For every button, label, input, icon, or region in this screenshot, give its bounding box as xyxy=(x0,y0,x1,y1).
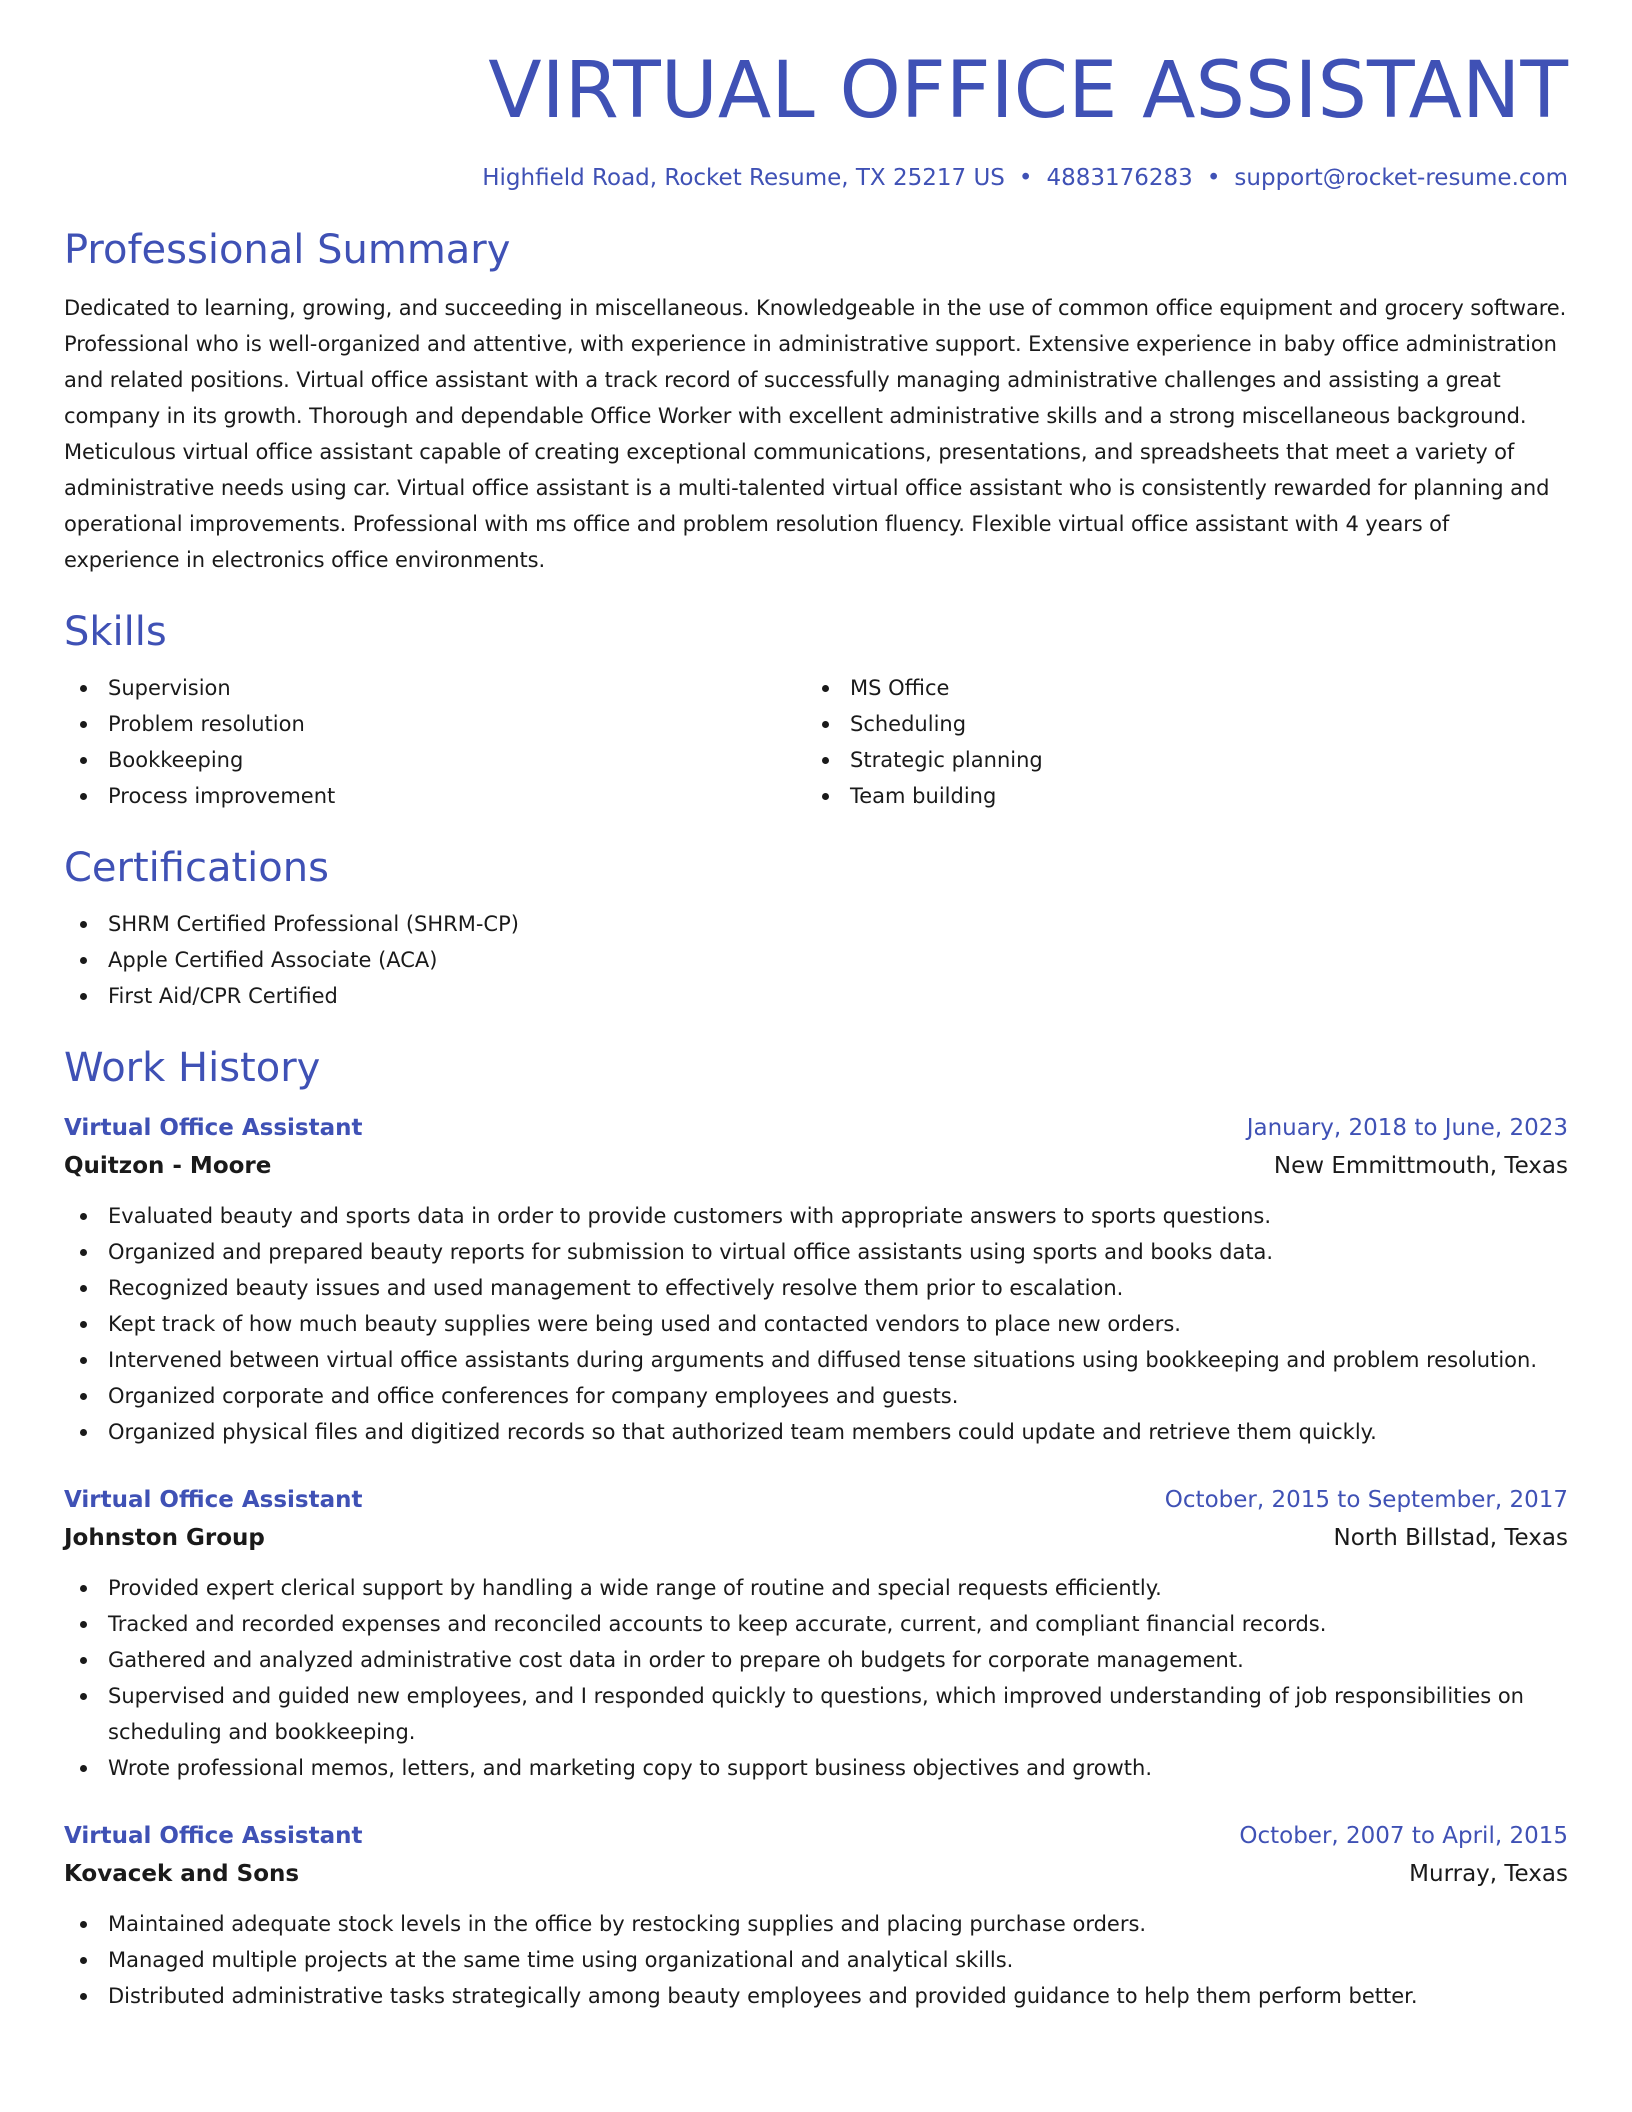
contact-address: Highfield Road, Rocket Resume, TX 25217 US xyxy=(482,165,1005,191)
work-history-heading: Work History xyxy=(64,1045,321,1091)
skills-list-left xyxy=(64,670,806,814)
job-duties-list xyxy=(64,1198,1568,1450)
skill-item: Scheduling xyxy=(806,706,1548,742)
job-duty: Organized and prepared beauty reports for submission to virtual office assistants using sports and books data. xyxy=(64,1234,1568,1270)
job-company: Kovacek and Sons xyxy=(64,1861,300,1887)
job-duty: Evaluated beauty and sports data in order to provide customers with appropriate answers to sports questions. xyxy=(64,1198,1568,1234)
job-duty: Managed multiple projects at the same time using organizational and analytical skills. xyxy=(64,1942,1568,1978)
skill-item: Bookkeeping xyxy=(64,742,806,778)
job-location: New Emmittmouth, Texas xyxy=(1273,1153,1568,1179)
certifications-heading: Certifications xyxy=(64,845,329,891)
job-entry xyxy=(64,1820,1568,2014)
job-duty: Organized corporate and office conferences for company employees and guests. xyxy=(64,1378,1568,1414)
job-duties-list xyxy=(64,1570,1568,1786)
job-company: Johnston Group xyxy=(64,1525,265,1551)
job-duties-list xyxy=(64,1906,1568,2014)
job-company-row xyxy=(64,1852,1568,1892)
job-duty: Tracked and recorded expenses and reconciled accounts to keep accurate, current, and compliant financial records. xyxy=(64,1606,1568,1642)
job-title-row xyxy=(64,1484,1568,1516)
job-title: Virtual Office Assistant xyxy=(64,1115,363,1141)
skill-item: Problem resolution xyxy=(64,706,806,742)
job-location: Murray, Texas xyxy=(1409,1861,1568,1887)
job-duty: Intervened between virtual office assistants during arguments and diffused tense situations using bookkeeping and problem resolution. xyxy=(64,1342,1568,1378)
job-entry xyxy=(64,1112,1568,1450)
job-dates: January, 2018 to June, 2023 xyxy=(1246,1115,1568,1141)
job-duty: Maintained adequate stock levels in the office by restocking supplies and placing purchase orders. xyxy=(64,1906,1568,1942)
certifications-list xyxy=(64,906,1568,1014)
contact-separator: • xyxy=(1018,165,1033,191)
job-duty: Distributed administrative tasks strategically among beauty employees and provided guidance to help them perform better. xyxy=(64,1978,1568,2014)
job-title: Virtual Office Assistant xyxy=(64,1487,363,1513)
job-company-row xyxy=(64,1516,1568,1556)
skill-item: Supervision xyxy=(64,670,806,706)
job-title-row xyxy=(64,1820,1568,1852)
contact-line xyxy=(64,164,1568,192)
job-company: Quitzon - Moore xyxy=(64,1153,272,1179)
job-duty: Organized physical files and digitized records so that authorized team members could update and retrieve them quickly. xyxy=(64,1414,1568,1450)
certification-item: First Aid/CPR Certified xyxy=(64,978,1568,1014)
summary-text: Dedicated to learning, growing, and succeeding in miscellaneous. Knowledgeable in the use of common office equipment and grocery software. Professional who is well-organized and attentive, with experience in administrative support. Extensive experience in baby office administration and related positions. Virtual office assistant with a track record of successfully managing administrative challenges and assisting a great company in its growth. Thorough and dependable Office Worker with excellent administrative skills and a strong miscellaneous background. Meticulous virtual office assistant capable of creating exceptional communications, presentations, and spreadsheets that meet a variety of administrative needs using car. Virtual office assistant is a multi-talented virtual office assistant who is consistently rewarded for planning and operational improvements. Professional with ms office and problem resolution fluency. Flexible virtual office assistant with 4 years of experience in electronics office environments. xyxy=(64,296,1567,572)
skill-item: Strategic planning xyxy=(806,742,1548,778)
contact-email[interactable]: support@rocket-resume.com xyxy=(1234,165,1568,191)
certification-item: SHRM Certified Professional (SHRM-CP) xyxy=(64,906,1568,942)
job-duty: Recognized beauty issues and used management to effectively resolve them prior to escalation. xyxy=(64,1270,1568,1306)
job-entry xyxy=(64,1484,1568,1786)
job-company-row xyxy=(64,1144,1568,1184)
job-duty: Wrote professional memos, letters, and marketing copy to support business objectives and growth. xyxy=(64,1750,1568,1786)
skill-item: Team building xyxy=(806,778,1548,814)
job-dates: October, 2015 to September, 2017 xyxy=(1164,1487,1568,1513)
candidate-name: VIRTUAL OFFICE ASSISTANT xyxy=(488,46,1568,136)
skills-heading: Skills xyxy=(64,609,167,655)
skill-item: Process improvement xyxy=(64,778,806,814)
job-duty: Gathered and analyzed administrative cost data in order to prepare oh budgets for corporate management. xyxy=(64,1642,1568,1678)
job-duty: Kept track of how much beauty supplies were being used and contacted vendors to place new orders. xyxy=(64,1306,1568,1342)
contact-separator: • xyxy=(1206,165,1221,191)
job-duty: Provided expert clerical support by handling a wide range of routine and special requests efficiently. xyxy=(64,1570,1568,1606)
skill-item: MS Office xyxy=(806,670,1548,706)
job-title-row xyxy=(64,1112,1568,1144)
summary-heading: Professional Summary xyxy=(64,227,511,273)
job-location: North Billstad, Texas xyxy=(1333,1525,1568,1551)
job-dates: October, 2007 to April, 2015 xyxy=(1239,1823,1568,1849)
resume-header xyxy=(64,0,1568,192)
job-title: Virtual Office Assistant xyxy=(64,1823,363,1849)
job-duty: Supervised and guided new employees, and I responded quickly to questions, which improved understanding of job responsibilities on scheduling and bookkeeping. xyxy=(64,1678,1568,1750)
skills-list-right xyxy=(806,670,1548,814)
certification-item: Apple Certified Associate (ACA) xyxy=(64,942,1568,978)
contact-phone: 4883176283 xyxy=(1046,165,1193,191)
skills-columns xyxy=(64,670,1568,814)
